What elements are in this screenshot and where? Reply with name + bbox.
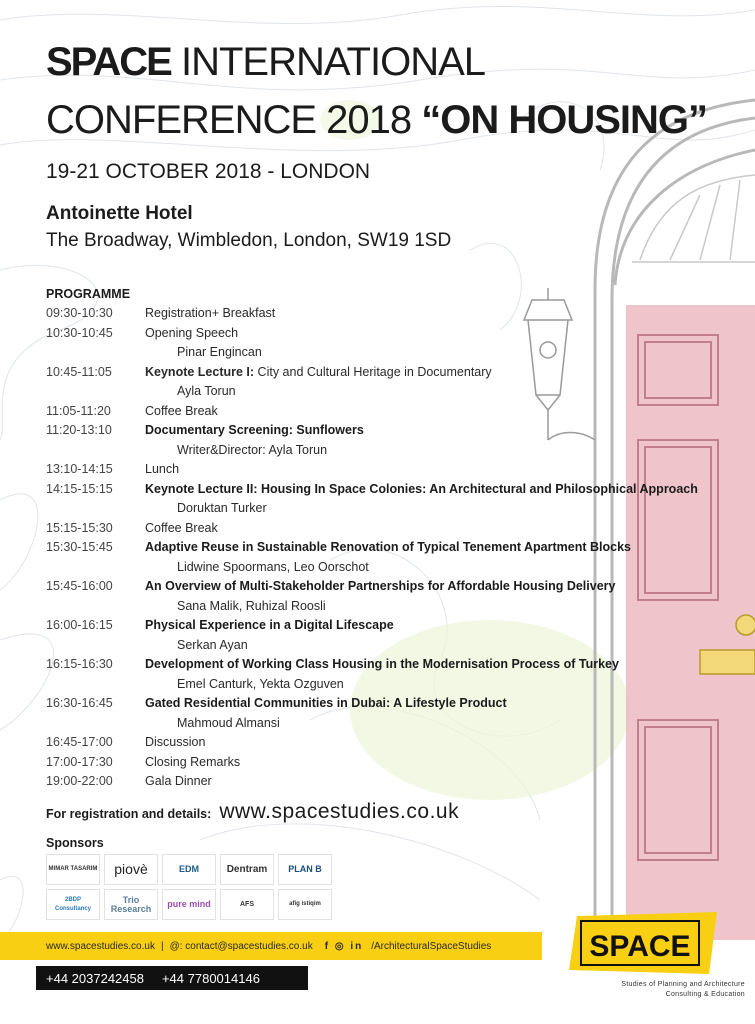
item-speaker: Pinar Engincan xyxy=(177,345,262,359)
programme-item xyxy=(46,482,736,502)
item-speaker: Emel Canturk, Yekta Ozguven xyxy=(177,676,344,691)
registration-label: For registration and details: xyxy=(46,807,212,821)
sponsor-logo: piovè xyxy=(104,854,158,885)
programme-heading: PROGRAMME xyxy=(46,287,131,301)
programme-list xyxy=(46,306,736,794)
contact-bar xyxy=(0,932,542,960)
item-title: Adaptive Reuse in Sustainable Renovation of Typical Tenement Apartment Blocks xyxy=(145,540,631,554)
item-time: 16:00-16:15 xyxy=(46,618,113,632)
programme-item xyxy=(46,579,736,599)
programme-item xyxy=(46,423,736,443)
programme-item xyxy=(46,618,736,638)
programme-item xyxy=(46,306,736,326)
sponsor-logos xyxy=(46,854,336,920)
programme-item xyxy=(46,404,736,424)
sponsors-heading: Sponsors xyxy=(46,836,104,850)
item-title: An Overview of Multi-Stakeholder Partnerships for Affordable Housing Delivery xyxy=(145,579,616,593)
item-time: 09:30-10:30 xyxy=(46,306,113,320)
item-time: 15:15-15:30 xyxy=(46,520,113,535)
tagline-line1: Studies of Planning and Architecture xyxy=(621,981,745,988)
item-title xyxy=(145,365,736,379)
item-time: 11:20-13:10 xyxy=(46,423,112,437)
item-time: 15:45-16:00 xyxy=(46,579,113,593)
item-time: 16:15-16:30 xyxy=(46,657,113,671)
item-title: Registration+ Breakfast xyxy=(145,306,276,320)
item-title: Gala Dinner xyxy=(145,774,212,788)
item-title: Coffee Break xyxy=(145,520,218,535)
programme-item xyxy=(46,462,736,482)
item-speaker: Mahmoud Almansi xyxy=(177,715,280,730)
item-speaker: Doruktan Turker xyxy=(177,501,267,515)
item-title: Documentary Screening: Sunflowers xyxy=(145,423,364,437)
item-title: Keynote Lecture II: Housing In Space Colonies: An Architectural and Philosophical Approach xyxy=(145,481,698,496)
item-speaker: Serkan Ayan xyxy=(177,637,248,652)
item-title: Discussion xyxy=(145,735,206,749)
item-speaker: Lidwine Spoormans, Leo Oorschot xyxy=(177,559,369,574)
programme-item xyxy=(46,755,736,775)
item-time: 14:15-15:15 xyxy=(46,481,113,496)
programme-item xyxy=(46,365,736,385)
footer-website-link[interactable]: www.spacestudies.co.uk xyxy=(46,940,155,952)
item-title: Development of Working Class Housing in the Modernisation Process of Turkey xyxy=(145,657,619,671)
logo-tagline xyxy=(545,980,745,1000)
title-theme: “ON HOUSING” xyxy=(421,98,708,142)
programme-item xyxy=(46,657,736,677)
footer-social-handle[interactable]: /ArchitecturalSpaceStudies xyxy=(371,940,492,952)
sponsor-logo: afig istiqim xyxy=(278,889,332,920)
item-title-rest: City and Cultural Heritage in Documentary xyxy=(254,364,492,379)
space-logo xyxy=(569,912,717,974)
programme-item xyxy=(46,696,736,716)
item-speaker: Sana Malik, Ruhizal Roosli xyxy=(177,598,326,613)
venue-name: Antoinette Hotel xyxy=(46,203,193,224)
item-time: 17:00-17:30 xyxy=(46,754,113,769)
tagline-line2: Consulting & Education xyxy=(665,991,745,998)
social-icons[interactable]: f ◎ in xyxy=(324,940,364,952)
item-time: 10:30-10:45 xyxy=(46,325,113,340)
sponsor-logo: Trio Research xyxy=(104,889,158,920)
item-speaker: Writer&Director: Ayla Torun xyxy=(177,442,328,457)
item-title: Physical Experience in a Digital Lifescape xyxy=(145,618,394,632)
sponsor-logo: PLAN B xyxy=(278,854,332,885)
programme-item xyxy=(46,326,736,346)
programme-item xyxy=(46,540,736,560)
footer-separator: | xyxy=(160,940,164,952)
sponsor-logo: MIMAR TASARIM xyxy=(46,854,100,885)
footer-email-link[interactable]: @: contact@spacestudies.co.uk xyxy=(169,940,313,952)
item-title: Coffee Break xyxy=(145,403,218,418)
item-time: 10:45-11:05 xyxy=(46,364,112,379)
conference-title-line2 xyxy=(46,98,707,143)
phone-bar xyxy=(36,966,308,990)
conference-dates: 19-21 OCTOBER 2018 - LONDON xyxy=(46,160,371,183)
sponsor-logo: AFS xyxy=(220,889,274,920)
title-brand: SPACE xyxy=(46,40,171,84)
programme-item xyxy=(46,735,736,755)
phone-number-2[interactable]: +44 7780014146 xyxy=(161,970,260,986)
item-title: Gated Residential Communities in Dubai: A Lifestyle Product xyxy=(145,696,507,710)
logo-text: SPACE xyxy=(589,930,691,963)
sponsor-logo: Dentram xyxy=(220,854,274,885)
item-title: Closing Remarks xyxy=(145,754,241,769)
sponsor-logo: EDM xyxy=(162,854,216,885)
item-time: 11:05-11:20 xyxy=(46,403,111,418)
registration-link[interactable]: www.spacestudies.co.uk xyxy=(219,800,460,823)
registration-line xyxy=(46,800,459,824)
conference-title-line1 xyxy=(46,40,485,85)
item-time: 13:10-14:15 xyxy=(46,462,113,476)
programme-item xyxy=(46,774,736,794)
sponsor-logo: 2BDP Consultancy xyxy=(46,889,100,920)
phone-number-1[interactable]: +44 2037242458 xyxy=(46,970,144,986)
venue-address: The Broadway, Wimbledon, London, SW19 1SD xyxy=(46,230,452,251)
programme-item xyxy=(46,521,736,541)
item-time: 16:45-17:00 xyxy=(46,735,113,749)
title-conference: CONFERENCE 2018 xyxy=(46,98,422,142)
item-time: 19:00-22:00 xyxy=(46,774,113,788)
item-time: 15:30-15:45 xyxy=(46,540,113,554)
item-title-bold: Keynote Lecture I: xyxy=(145,364,255,379)
item-time: 16:30-16:45 xyxy=(46,696,113,710)
item-title: Opening Speech xyxy=(145,325,239,340)
sponsor-logo: pure mind xyxy=(162,889,216,920)
title-international: INTERNATIONAL xyxy=(170,40,486,84)
item-title: Lunch xyxy=(145,462,180,476)
item-speaker: Ayla Torun xyxy=(177,384,236,398)
